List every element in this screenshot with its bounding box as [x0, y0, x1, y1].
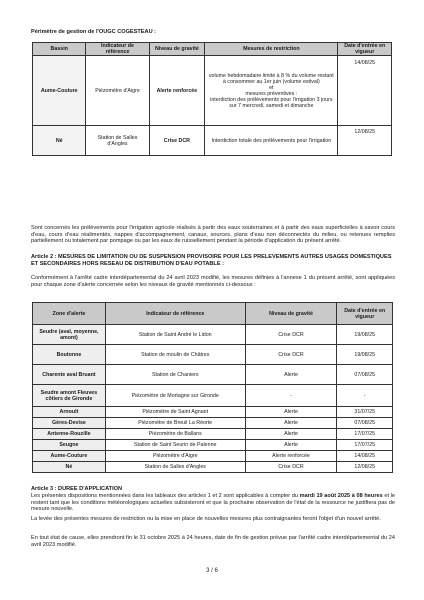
- article3-text-a: Les présentes dispositions mentionnées dans les tableaux des articles 1 et 2 sont applicables à compter du: [31, 493, 300, 499]
- restriction-table-zones: [32, 302, 393, 473]
- article3-text-fin: En tout état de cause, elles prendront fin le 31 octobre 2025 à 24 heures, date de fin de gestion prévue par l'arrêté cadre interdépartemental du 24 avril 2023 modifié.: [31, 535, 395, 548]
- indicateur-cell: Station de Salles d'Angles: [105, 462, 245, 473]
- indicateur-cell: Piézomètre d'Aigre: [86, 56, 149, 126]
- section-title: Périmètre de gestion de l'OUGC COGESTEAU :: [31, 29, 157, 35]
- indicateur-cell: Piézomètre de Ballans: [105, 429, 245, 440]
- header-cell: Indicateur de référence: [86, 43, 149, 56]
- zone-cell: Seugne: [33, 440, 106, 451]
- gravite-cell: Alerte renforcée: [245, 451, 337, 462]
- zone-cell: Gères-Devise: [33, 418, 106, 429]
- header-cell: Zone d'alerte: [33, 303, 106, 325]
- zone-cell: Antenne-Rouzille: [33, 429, 106, 440]
- header-cell: Indicateur de référence: [105, 303, 245, 325]
- date-cell: 14/08/25: [338, 56, 392, 126]
- table-header-row: [33, 43, 392, 56]
- bassin-cell: Aume-Couture: [33, 56, 86, 126]
- indicateur-cell: Station de Saint André le Lidon: [105, 325, 245, 345]
- table-row: [33, 325, 393, 345]
- date-cell: 14/08/25: [337, 451, 393, 462]
- mesure-line: interdiction des prélèvements pour l'irrigation 3 jours sur 7 mercredi, samedi et dimanche: [210, 96, 333, 109]
- zone-cell: Charente aval Bruant: [33, 365, 106, 385]
- gravite-cell: Crise DCR: [245, 345, 337, 365]
- indicateur-cell: Piézomètre de Breuil La Réorte: [105, 418, 245, 429]
- zone-cell: Seudre amont Fleuves côtiers de Gironde: [33, 385, 106, 407]
- mesure-line: mesures préventives :: [245, 90, 298, 97]
- article3-text-b: et le restent tant que les conditions météorologiques actuelles subsisteront et que la prochaine observation de l'état de la ressource ne justifiera pas de mesure nouvelle.: [31, 493, 395, 513]
- header-cell: Niveau de gravité: [245, 303, 337, 325]
- header-cell: Date d'entrée en vigueur: [338, 43, 392, 56]
- table-row: [33, 56, 392, 126]
- mesures-cell: Interdiction totale des prélèvements pour l'irrigation: [205, 126, 338, 156]
- date-cell: 12/08/25: [337, 462, 393, 473]
- gravite-cell: Alerte: [245, 418, 337, 429]
- date-cell: 19/08/25: [337, 345, 393, 365]
- article2-text: Conformément à l'arrêté cadre interdépartemental du 24 avril 2023 modifié, les mesures définies à l'annexe 1 du présent arrêté, sont appliquées pour chaque zone d'alerte concernée selon les niveaux de gravité mentionnés ci-dessous :: [31, 275, 395, 288]
- zone-cell: Boutonne: [33, 345, 106, 365]
- restriction-table-irrigation: [32, 42, 392, 156]
- zone-cell: Seudre (aval, moyenne, amont): [33, 325, 106, 345]
- article3-date: mardi 19 août 2025 à 08 heures: [299, 493, 383, 499]
- table-row: [33, 429, 393, 440]
- zone-cell: Arnoult: [33, 407, 106, 418]
- header-cell: Niveau de gravité: [149, 43, 205, 56]
- zone-cell: Né: [33, 462, 106, 473]
- indicateur-cell: Station de moulin de Châtres: [105, 345, 245, 365]
- article3-text-levee: La levée des présentes mesures de restriction ou la mise en place de nouvelles mesures plus contraignantes feront l'objet d'un nouvel arrêté.: [31, 516, 381, 522]
- date-cell: 17/07/25: [337, 429, 393, 440]
- header-cell: Bassin: [33, 43, 86, 56]
- table-row: [33, 407, 393, 418]
- table-row: [33, 462, 393, 473]
- gravite-cell: Alerte: [245, 440, 337, 451]
- date-cell: 12/08/25: [338, 126, 392, 156]
- gravite-cell: Alerte renforcée: [149, 56, 205, 126]
- gravite-cell: -: [245, 385, 337, 407]
- date-cell: 19/08/25: [337, 325, 393, 345]
- header-cell: Mesures de restriction: [205, 43, 338, 56]
- indicateur-cell: Piézomètre de Saint Agnant: [105, 407, 245, 418]
- indicateur-cell: Station de Chaniers: [105, 365, 245, 385]
- indicateur-cell: Station de Salles d'Angles: [86, 126, 149, 156]
- indicateur-cell: Station de Saint Seurin de Palenne: [105, 440, 245, 451]
- article3-text: [31, 493, 395, 513]
- date-cell: 17/07/25: [337, 440, 393, 451]
- date-cell: -: [337, 385, 393, 407]
- table-row: [33, 451, 393, 462]
- indicateur-cell: Piézomètre d'Aigre: [105, 451, 245, 462]
- gravite-cell: Crise DCR: [149, 126, 205, 156]
- article2-title: Article 2 : MESURES DE LIMITATION OU DE SUSPENSION PROVISOIRE POUR LES PRELEVEMENTS AUTRES USAGES DOMESTIQUES ET SECONDAIRES HORS RESEAU DE DISTRIBUTION D'EAU POTABLE :: [31, 254, 392, 267]
- mesure-line: et: [269, 84, 274, 91]
- date-cell: 07/08/25: [337, 365, 393, 385]
- mesure-line: volume hebdomadaire limité à 8 % du volume restant à consommer au 1er juin (volume estival): [208, 72, 334, 85]
- gravite-cell: Crise DCR: [245, 325, 337, 345]
- table-row: [33, 345, 393, 365]
- gravite-cell: Alerte: [245, 407, 337, 418]
- table-row: [33, 365, 393, 385]
- paragraph-concernes: Sont concernés les prélèvements pour l'irrigation agricole réalisés à partir des eaux souterraines et à partir des eaux superficielles à savoir cours d'eau, cours d'eau réalimentés, nappes d'accompagnement, canaux, sources, plans d'eau non déconnectés du milieu, ou retenues remplies partiellement ou totalement par pompage ou par les eaux de ruissellement pendant la période d'application du présent arrêté.: [31, 225, 395, 245]
- indicateur-cell: Piézomètre de Mortagne sur Gironde: [105, 385, 245, 407]
- gravite-cell: Alerte: [245, 429, 337, 440]
- gravite-cell: Alerte: [245, 365, 337, 385]
- date-cell: 31/07/25: [337, 407, 393, 418]
- header-cell: Date d'entrée en vigueur: [337, 303, 393, 325]
- bassin-cell: Né: [33, 126, 86, 156]
- article3-title: Article 3 : DUREE D'APPLICATION: [31, 486, 123, 492]
- mesures-cell: [205, 56, 338, 126]
- table-header-row: [33, 303, 393, 325]
- table-row: [33, 126, 392, 156]
- table-row: [33, 418, 393, 429]
- page-number: 3 / 6: [206, 568, 218, 574]
- table-row: [33, 385, 393, 407]
- gravite-cell: Crise DCR: [245, 462, 337, 473]
- date-cell: 07/08/25: [337, 418, 393, 429]
- zone-cell: Aume-Couture: [33, 451, 106, 462]
- table-row: [33, 440, 393, 451]
